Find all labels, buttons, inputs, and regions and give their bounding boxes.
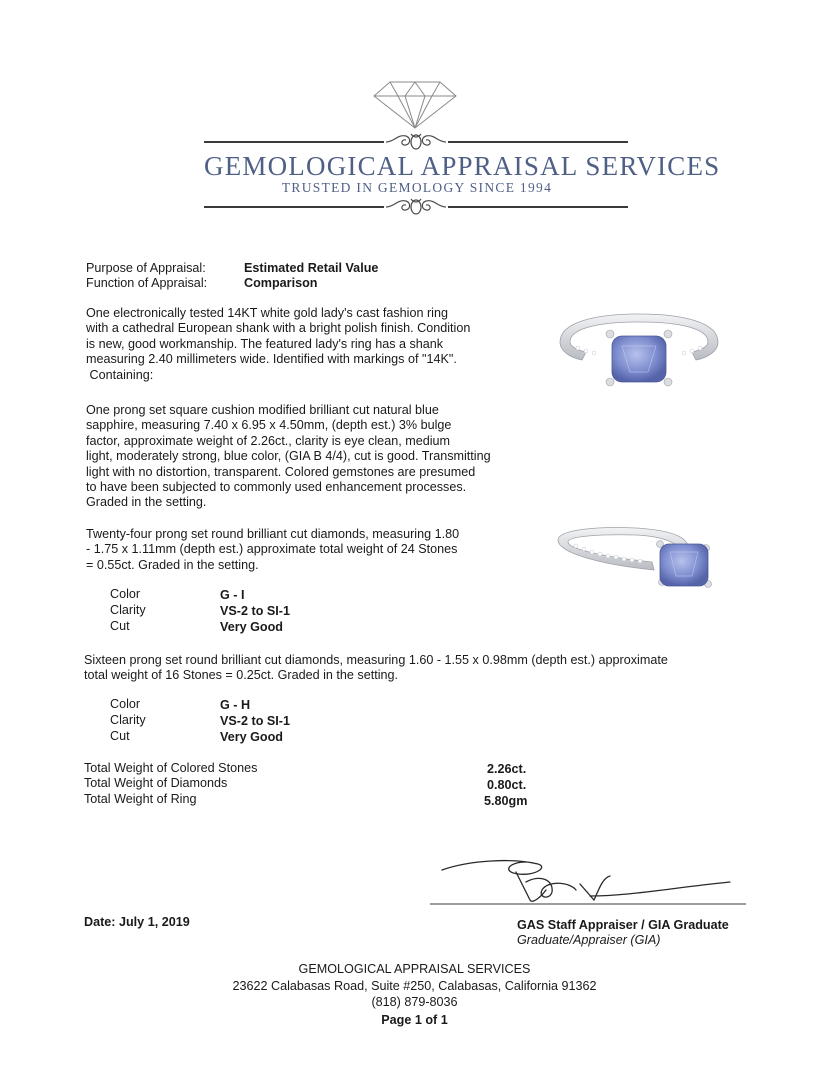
sapphire-line: Graded in the setting.: [86, 495, 207, 510]
grade1-cut-value: Very Good: [220, 620, 283, 634]
appraiser-title: GAS Staff Appraiser / GIA Graduate: [517, 918, 729, 932]
scroll-ornament-bottom-icon: [384, 195, 448, 219]
diamonds1-line: Twenty-four prong set round brilliant cut diamonds, measuring 1.80: [86, 527, 460, 541]
header-rule-top-left: [204, 141, 384, 143]
total-diamonds-label: Total Weight of Diamonds: [84, 776, 228, 790]
grade2-cut-value: Very Good: [220, 730, 283, 744]
total-ring-label: Total Weight of Ring: [84, 792, 197, 806]
grade2-clarity-value: VS-2 to SI-1: [220, 714, 290, 728]
diamond-icon: [372, 78, 458, 130]
ring-line: with a cathedral European shank with a bright polish finish. Condition: [86, 321, 471, 336]
purpose-label: Purpose of Appraisal:: [86, 261, 206, 275]
grade2-clarity-label: Clarity: [110, 713, 146, 727]
grade2-color-label: Color: [110, 697, 141, 711]
total-colored-value: 2.26ct.: [487, 762, 527, 776]
diamonds1-line: = 0.55ct. Graded in the setting.: [86, 557, 259, 572]
diamonds1-line: - 1.75 x 1.11mm (depth est.) approximate total weight of 24 Stones: [86, 542, 458, 557]
sapphire-line: light with no distortion, transparent. Colored gemstones are presumed: [86, 464, 476, 479]
diamonds1-description: [86, 527, 459, 573]
grade2-cut-label: Cut: [110, 729, 130, 743]
company-logo-title: GEMOLOGICAL APPRAISAL SERVICES: [204, 151, 721, 181]
header-rule-bottom-right: [448, 206, 628, 208]
sapphire-line: factor, approximate weight of 2.26ct., clarity is eye clean, medium: [86, 433, 450, 448]
footer-phone: (818) 879-8036: [371, 995, 458, 1009]
sapphire-line: sapphire, measuring 7.40 x 6.95 x 4.50mm, (depth est.) 3% bulge: [86, 418, 452, 433]
function-value: Comparison: [244, 276, 318, 290]
ring-line: is new, good workmanship. The featured lady's ring has a shank: [86, 336, 444, 351]
diamonds2-description: [84, 653, 668, 684]
appraisal-date: Date: July 1, 2019: [84, 915, 190, 929]
diamonds2-line: total weight of 16 Stones = 0.25ct. Graded in the setting.: [84, 668, 398, 683]
header-rule-bottom-left: [204, 206, 384, 208]
ring-line: Containing:: [86, 367, 154, 382]
grade1-color-value: G - I: [220, 588, 245, 602]
header-rule-top-right: [448, 141, 628, 143]
grade2-color-value: G - H: [220, 698, 251, 712]
footer-address: 23622 Calabasas Road, Suite #250, Calabasas, California 91362: [232, 979, 597, 993]
total-ring-value: 5.80gm: [484, 794, 528, 808]
sapphire-line: to have been subjected to commonly used enhancement processes.: [86, 480, 467, 495]
total-colored-label: Total Weight of Colored Stones: [84, 761, 258, 775]
ring-description: [86, 306, 470, 383]
purpose-value: Estimated Retail Value: [244, 261, 379, 275]
ring-photo-top: [556, 300, 722, 390]
ring-photo-side: [556, 522, 722, 596]
grade1-clarity-label: Clarity: [110, 603, 146, 617]
footer-company: GEMOLOGICAL APPRAISAL SERVICES: [298, 962, 531, 976]
page-number: Page 1 of 1: [381, 1013, 448, 1027]
ring-line: measuring 2.40 millimeters wide. Identified with markings of "14K".: [86, 352, 457, 367]
diamonds2-line: Sixteen prong set round brilliant cut diamonds, measuring 1.60 - 1.55 x 0.98mm (depth est.) approximate: [84, 653, 668, 667]
sapphire-line: light, moderately strong, blue color, (GIA B 4/4), cut is good. Transmitting: [86, 449, 491, 464]
ring-line: One electronically tested 14KT white gold lady's cast fashion ring: [86, 306, 448, 320]
grade1-cut-label: Cut: [110, 619, 130, 633]
appraiser-subtitle: Graduate/Appraiser (GIA): [517, 933, 661, 947]
grade1-color-label: Color: [110, 587, 141, 601]
function-label: Function of Appraisal:: [86, 276, 208, 290]
grade1-clarity-value: VS-2 to SI-1: [220, 604, 290, 618]
total-diamonds-value: 0.80ct.: [487, 778, 527, 792]
company-tagline: TRUSTED IN GEMOLOGY SINCE 1994: [281, 180, 553, 195]
sapphire-line: One prong set square cushion modified brilliant cut natural blue: [86, 403, 439, 417]
sapphire-description: [86, 403, 491, 511]
appraiser-signature: [430, 852, 750, 912]
